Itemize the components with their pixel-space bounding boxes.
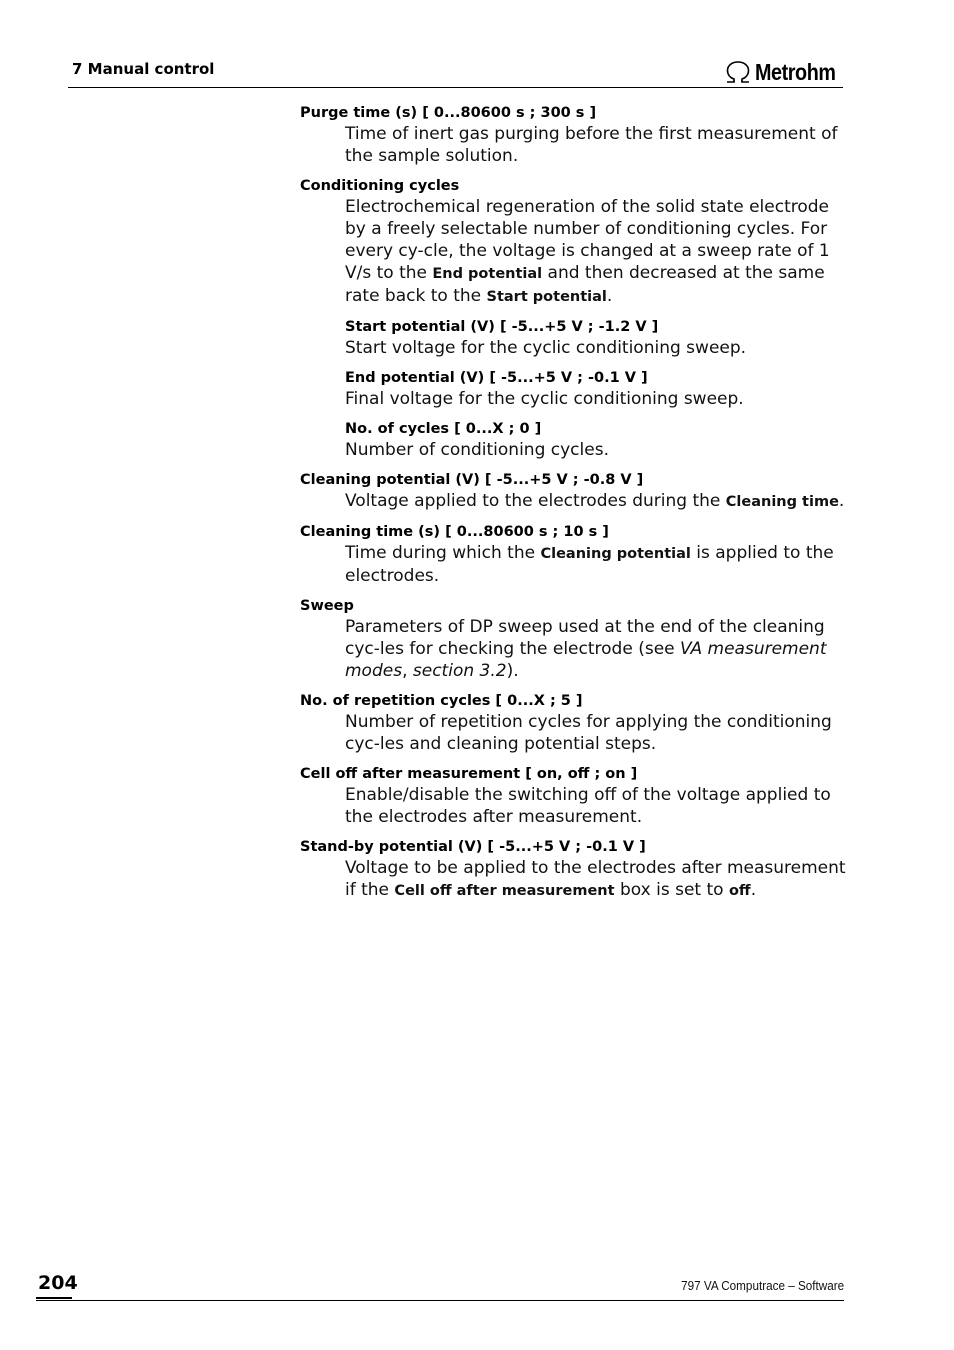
entry-cleaning-time	[300, 522, 848, 587]
omega-logo-icon	[724, 60, 752, 84]
ui-reference: off	[728, 883, 751, 899]
entry-term: Start potential (V) [ -5...+5 V ; -1.2 V ]	[345, 319, 659, 335]
entry-term: No. of cycles [ 0...X ; 0 ]	[345, 421, 542, 437]
text-run: .	[750, 880, 757, 900]
cross-reference: section 3.2	[412, 661, 507, 681]
text-run: .	[838, 491, 845, 511]
entry-term: Cleaning time (s) [ 0...80600 s ; 10 s ]	[300, 524, 609, 540]
text-run: Voltage to be applied to the electrodes after measurement if the	[345, 858, 846, 900]
page-number: 204	[38, 1272, 78, 1294]
sub-entry-end-potential	[345, 368, 848, 410]
ui-reference: Start potential	[486, 289, 607, 305]
entry-standby-potential	[300, 837, 848, 902]
entry-description: Final voltage for the cyclic conditioning sweep.	[345, 389, 744, 409]
entry-description	[345, 196, 848, 308]
text-run: box is set to	[614, 880, 729, 900]
entry-term: Purge time (s) [ 0...80600 s ; 300 s ]	[300, 105, 597, 121]
entry-term: Sweep	[300, 598, 354, 614]
entry-description	[345, 542, 848, 587]
brand-logo	[724, 58, 849, 86]
entry-description: Start voltage for the cyclic conditioning sweep.	[345, 338, 747, 358]
entry-purge-time	[300, 103, 848, 167]
entry-description	[345, 857, 848, 902]
sub-entry-no-of-cycles	[345, 419, 848, 461]
entry-sweep	[300, 596, 848, 682]
ui-reference: Cell off after measurement	[394, 883, 615, 899]
text-run: .	[606, 286, 613, 306]
ui-reference: Cleaning potential	[540, 546, 691, 562]
entry-description: Number of repetition cycles for applying the conditioning cyc-les and cleaning potential steps.	[345, 712, 832, 754]
entry-description	[345, 490, 848, 513]
ui-reference: Cleaning time	[725, 494, 839, 510]
entry-term: Conditioning cycles	[300, 178, 460, 194]
text-run: Electrochemical regeneration of the solid state electrode by a freely selectable number of conditioning cycles. For every cy-cle, the voltage is changed at a sweep rate of 1 V/s to the	[345, 197, 830, 283]
entry-term: End potential (V) [ -5...+5 V ; -0.1 V ]	[345, 370, 648, 386]
entry-term: Cleaning potential (V) [ -5...+5 V ; -0.8 V ]	[300, 472, 644, 488]
entry-term: Stand-by potential (V) [ -5...+5 V ; -0.1 V ]	[300, 839, 646, 855]
text-run: ,	[402, 661, 413, 681]
text-run: Voltage applied to the electrodes during the	[345, 491, 726, 511]
page-number-rule	[36, 1297, 72, 1299]
text-run: Parameters of DP sweep used at the end of the cleaning cyc-les for checking the electrode (see	[345, 617, 825, 659]
cross-reference: VA measurement modes	[345, 639, 827, 681]
entry-conditioning-cycles	[300, 176, 848, 461]
text-run: is applied to the electrodes.	[345, 543, 834, 586]
entry-description: Time of inert gas purging before the first measurement of the sample solution.	[345, 124, 838, 166]
entry-description: Number of conditioning cycles.	[345, 440, 609, 460]
header-rule	[68, 87, 843, 88]
text-run: Time during which the	[345, 543, 541, 563]
entry-cleaning-potential	[300, 470, 848, 513]
entry-term: No. of repetition cycles [ 0...X ; 5 ]	[300, 693, 583, 709]
sub-entry-start-potential	[345, 317, 848, 359]
brand-name: Metrohm	[755, 58, 836, 85]
entry-description: Enable/disable the switching off of the voltage applied to the electrodes after measurement.	[345, 785, 831, 827]
ui-reference: End potential	[432, 266, 543, 282]
entry-cell-off	[300, 764, 848, 828]
entry-repetition-cycles	[300, 691, 848, 755]
footer-rule	[36, 1300, 844, 1301]
entry-description	[345, 616, 848, 682]
running-header-section: 7 Manual control	[72, 60, 215, 78]
parameter-list	[300, 103, 848, 911]
entry-term: Cell off after measurement [ on, off ; on ]	[300, 766, 638, 782]
footer-doc-title: 797 VA Computrace – Software	[680, 1278, 844, 1293]
text-run: ).	[506, 661, 519, 681]
text-run: and then decreased at the same rate back to the	[345, 263, 825, 306]
